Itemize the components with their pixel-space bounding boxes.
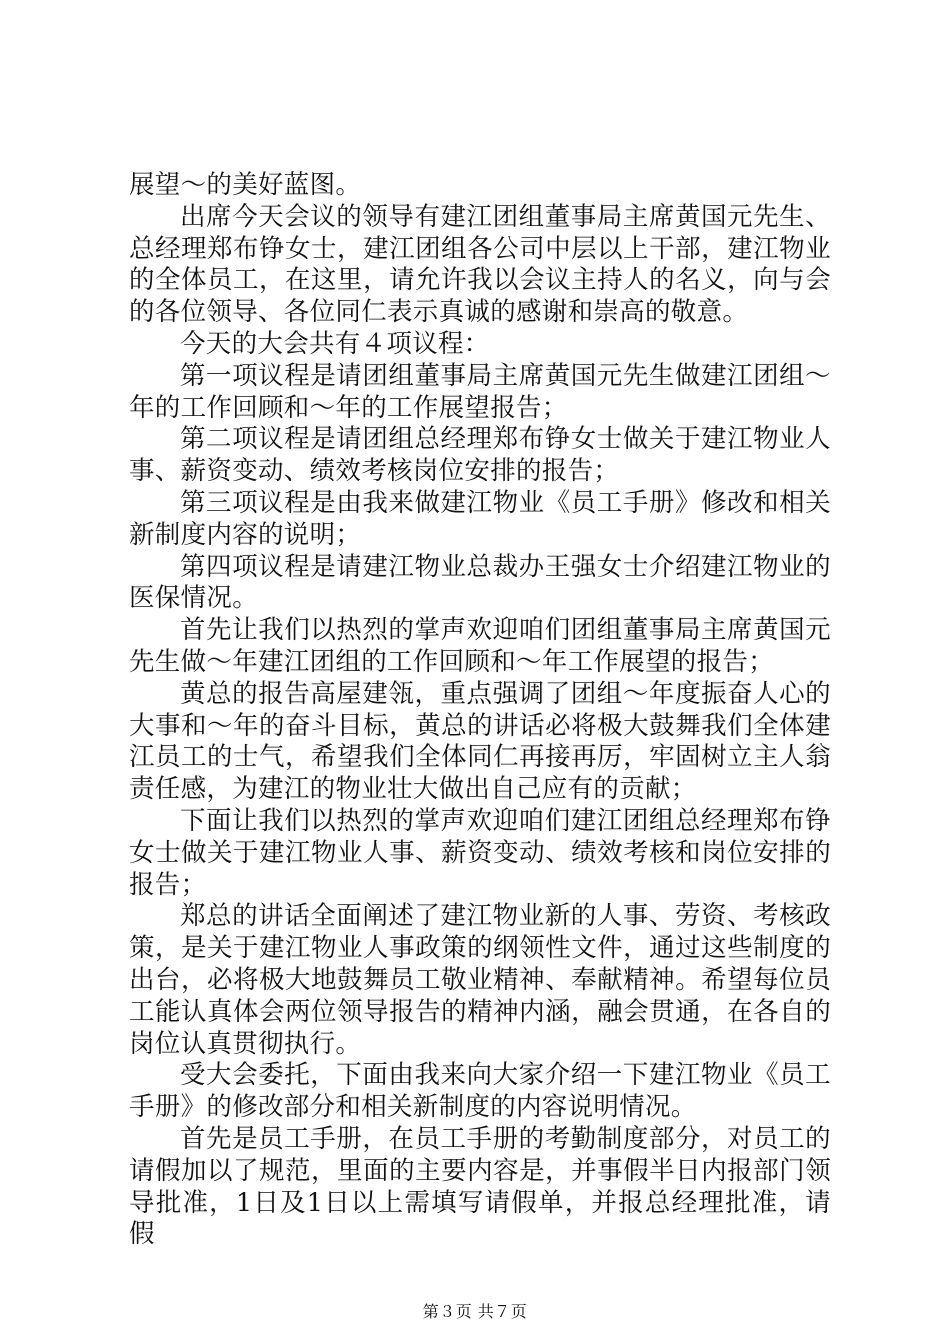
paragraph-agenda-item-3: 第三项议程是由我来做建江物业《员工手册》修改和相关新制度内容的说明； [129, 487, 831, 550]
paragraph-welcome-manager: 下面让我们以热烈的掌声欢迎咱们建江团组总经理郑布铮女士做关于建江物业人事、薪资变动、绩效考核和岗位安排的报告； [129, 805, 831, 900]
paragraph-attendees: 出席今天会议的领导有建江团组董事局主席黄国元先生、总经理郑布铮女士，建江团组各公司中层以上干部，建江物业的全体员工，在这里，请允许我以会议主持人的名义，向与会的各位领导、各位同仁表示真诚的感谢和崇高的敬意。 [129, 201, 831, 328]
paragraph-welcome-chairman: 首先让我们以热烈的掌声欢迎咱们团组董事局主席黄国元先生做～年建江团组的工作回顾和～年工作展望的报告； [129, 615, 831, 677]
paragraph-continuation: 展望～的美好蓝图。 [129, 170, 362, 200]
paragraph-manager-summary: 郑总的讲话全面阐述了建江物业新的人事、劳资、考核政策，是关于建江物业人事政策的纲领性文件，通过这些制度的出台，必将极大地鼓舞员工敬业精神、奉献精神。希望每位员工能认真体会两位领导报告的精神内涵，融会贯通，在各自的岗位认真贯彻执行。 [129, 901, 831, 1059]
paragraph-agenda-item-2: 第二项议程是请团组总经理郑布铮女士做关于建江物业人事、薪资变动、绩效考核岗位安排的报告； [129, 424, 831, 487]
paragraph-agenda-intro: 今天的大会共有４项议程： [180, 328, 490, 359]
paragraph-handbook-details: 首先是员工手册，在员工手册的考勤制度部分，对员工的请假加以了规范，里面的主要内容是，并事假半日内报部门领导批准，1日及1日以上需填写请假单，并报总经理批准，请假 [129, 1123, 831, 1250]
paragraph-agenda-item-1: 第一项议程是请团组董事局主席黄国元先生做建江团组～年的工作回顾和～年的工作展望报告； [129, 360, 831, 423]
paragraph-agenda-item-4: 第四项议程是请建江物业总裁办王强女士介绍建江物业的医保情况。 [129, 551, 831, 614]
document-body [129, 170, 831, 1251]
paragraph-chairman-summary: 黄总的报告高屋建瓴，重点强调了团组～年度振奋人心的大事和～年的奋斗目标，黄总的讲话必将极大鼓舞我们全体建江员工的士气，希望我们全体同仁再接再厉，牢固树立主人翁责任感，为建江的物业壮大做出自己应有的贡献； [129, 678, 831, 805]
page-number-footer: 第３页 共７页 [422, 1302, 528, 1321]
paragraph-handbook-intro: 受大会委托，下面由我来向大家介绍一下建江物业《员工手册》的修改部分和相关新制度的内容说明情况。 [129, 1060, 831, 1123]
